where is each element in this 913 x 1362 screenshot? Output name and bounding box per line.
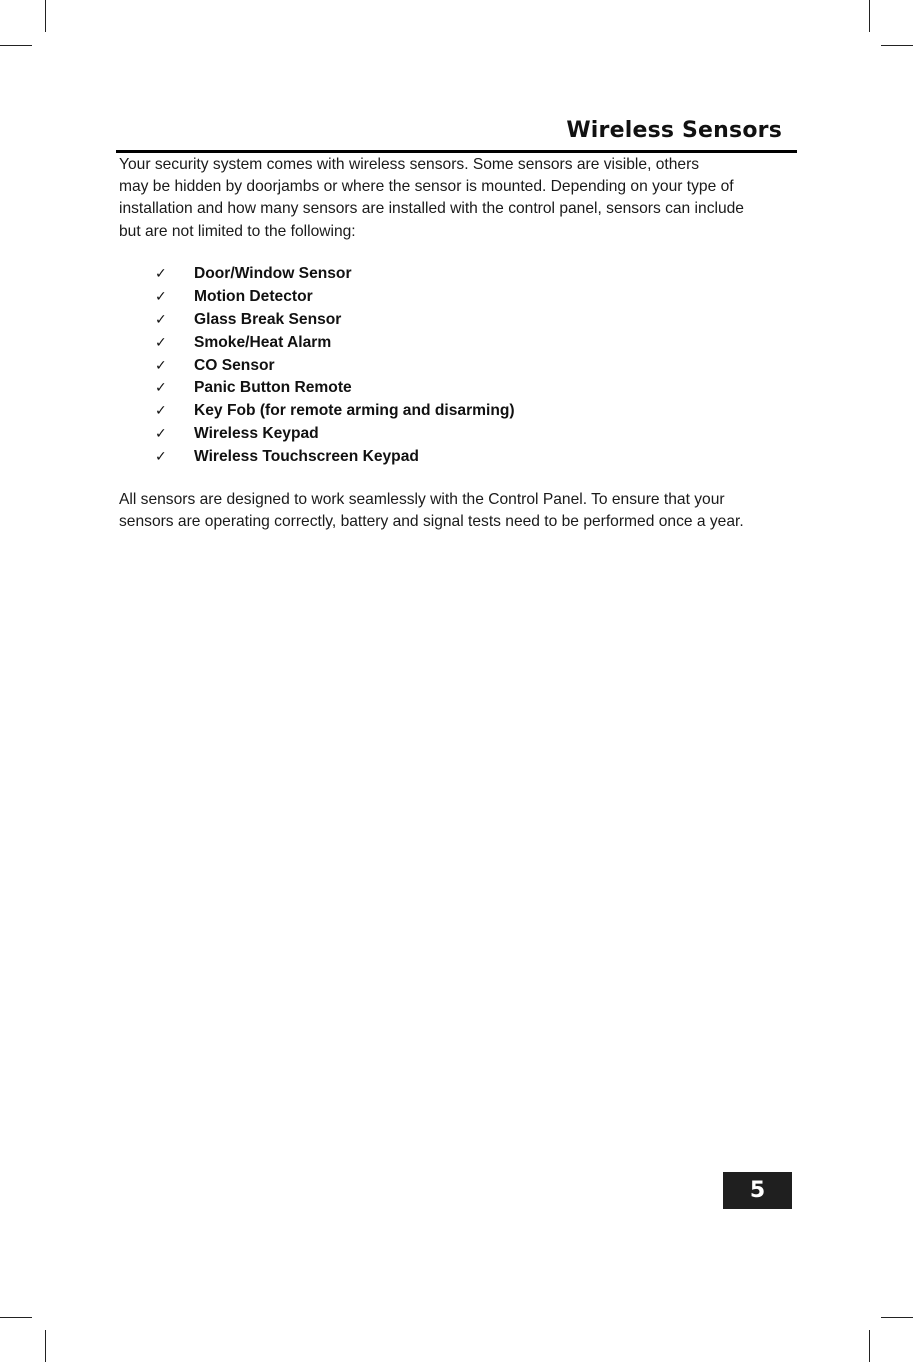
crop-mark-top-right-horizontal <box>881 45 913 46</box>
intro-line: may be hidden by doorjambs or where the sensor is mounted. Depending on your type of <box>119 178 734 196</box>
checkmark-icon: ✓ <box>155 311 167 328</box>
closing-line: All sensors are designed to work seamlessly with the Control Panel. To ensure that your <box>119 491 725 508</box>
sensor-motion-detector: Motion Detector <box>194 287 313 305</box>
crop-mark-top-right-vertical <box>869 0 870 32</box>
title-underline-rule <box>116 150 797 153</box>
page-number-badge: 5 <box>723 1172 792 1209</box>
checkmark-icon: ✓ <box>155 334 167 351</box>
sensor-panic-button: Panic Button Remote <box>194 379 352 397</box>
checkmark-icon: ✓ <box>155 288 167 305</box>
intro-line: Your security system comes with wireless sensors. Some sensors are visible, others <box>119 156 700 173</box>
sensor-glass-break: Glass Break Sensor <box>194 310 342 328</box>
checkmark-icon: ✓ <box>155 357 167 374</box>
checkmark-icon: ✓ <box>155 380 167 397</box>
crop-mark-bottom-right-vertical <box>869 1330 870 1362</box>
checkmark-icon: ✓ <box>155 403 167 420</box>
closing-line: sensors are operating correctly, battery and signal tests need to be performed once a year. <box>119 513 744 531</box>
intro-line: but are not limited to the following: <box>119 222 356 240</box>
crop-mark-bottom-left-vertical <box>45 1330 46 1362</box>
crop-mark-top-left-vertical <box>45 0 46 32</box>
crop-mark-bottom-left-horizontal <box>0 1317 32 1318</box>
sensor-co: CO Sensor <box>194 356 275 374</box>
sensor-smoke-heat: Smoke/Heat Alarm <box>194 333 332 351</box>
sensor-door-window: Door/Window Sensor <box>194 265 352 282</box>
sensor-touchscreen-keypad: Wireless Touchscreen Keypad <box>194 448 419 466</box>
checkmark-icon: ✓ <box>155 266 167 282</box>
sensor-wireless-keypad: Wireless Keypad <box>194 425 319 443</box>
intro-paragraph <box>119 154 809 243</box>
crop-mark-bottom-right-horizontal <box>881 1317 913 1318</box>
intro-line: installation and how many sensors are installed with the control panel, sensors can include <box>119 200 744 218</box>
page-title: Wireless Sensors <box>566 118 782 143</box>
closing-paragraph <box>119 489 809 533</box>
sensor-key-fob: Key Fob (for remote arming and disarming) <box>194 402 515 420</box>
checkmark-icon: ✓ <box>155 426 167 443</box>
checkmark-icon: ✓ <box>155 449 167 466</box>
crop-mark-top-left-horizontal <box>0 45 32 46</box>
